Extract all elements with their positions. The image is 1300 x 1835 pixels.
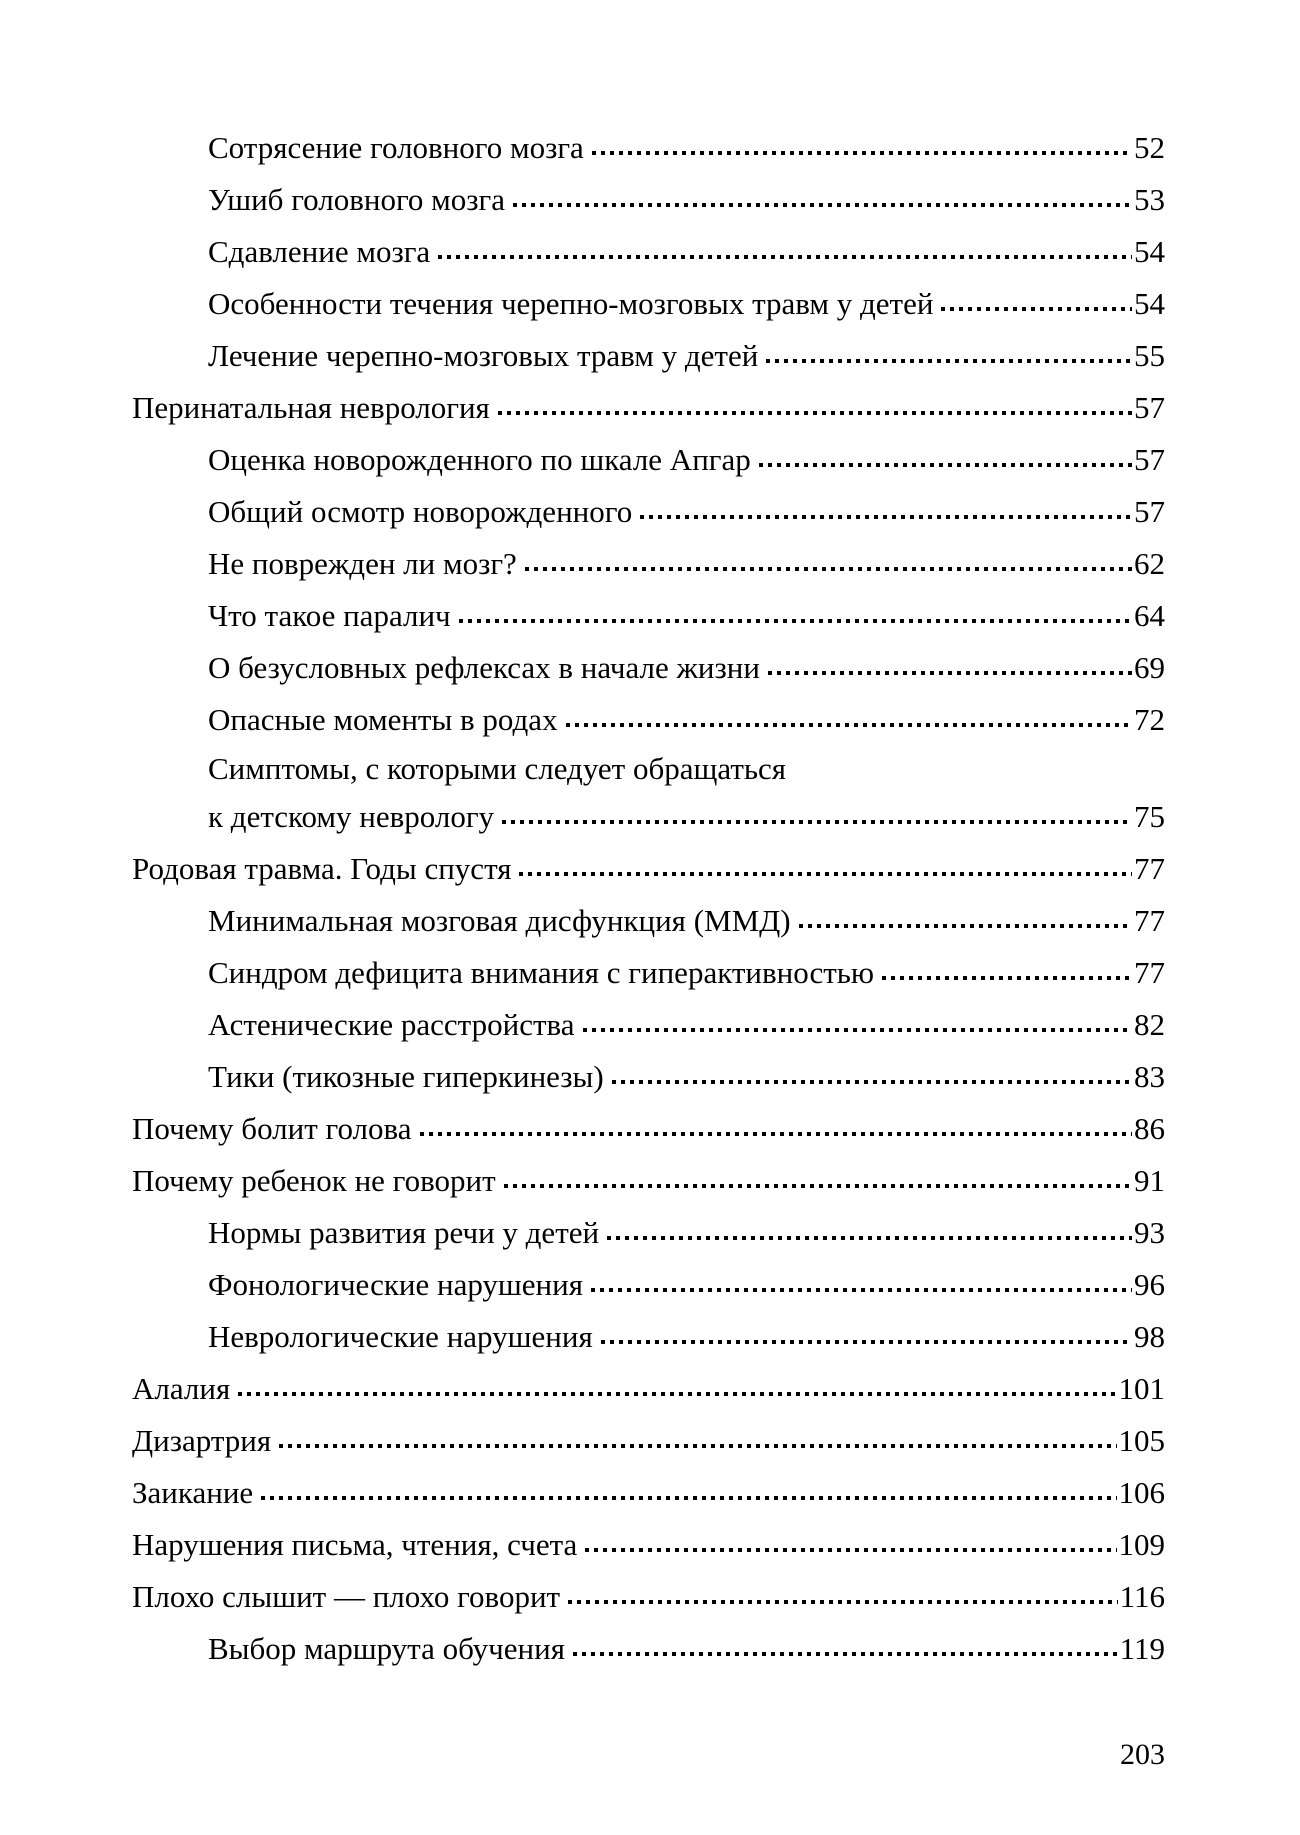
toc-entry-page: 86 bbox=[1134, 1111, 1165, 1146]
dot-leader bbox=[238, 1392, 1116, 1396]
toc-entry-page: 98 bbox=[1134, 1319, 1165, 1354]
toc-entry-page: 55 bbox=[1134, 338, 1165, 373]
toc-entry bbox=[132, 1467, 1165, 1519]
dot-leader bbox=[640, 515, 1132, 519]
toc-entry-page: 69 bbox=[1134, 650, 1165, 685]
toc-entry-title: Тики (тикозные гиперкинезы) bbox=[208, 1059, 604, 1094]
toc-entry bbox=[132, 843, 1165, 895]
dot-leader bbox=[612, 1080, 1132, 1084]
toc-entry-title: Лечение черепно-мозговых травм у детей bbox=[208, 338, 759, 373]
toc-entry-title: Нормы развития речи у детей bbox=[208, 1215, 600, 1250]
toc-entry bbox=[132, 1571, 1165, 1623]
toc-entry bbox=[132, 1363, 1165, 1415]
dot-leader bbox=[799, 924, 1132, 928]
dot-leader bbox=[941, 307, 1132, 311]
toc-entry bbox=[132, 1103, 1165, 1155]
toc-entry-title: Родовая травма. Годы спустя bbox=[132, 851, 512, 886]
table-of-contents bbox=[132, 122, 1165, 1675]
dot-leader bbox=[759, 463, 1132, 467]
toc-entry-title: Оценка новорожденного по шкале Апгар bbox=[208, 442, 751, 477]
toc-entry-page: 101 bbox=[1118, 1371, 1165, 1406]
toc-entry bbox=[132, 999, 1165, 1051]
toc-entry bbox=[132, 1623, 1165, 1675]
dot-leader bbox=[583, 1028, 1133, 1032]
dot-leader bbox=[261, 1496, 1116, 1500]
toc-entry-title: Дизартрия bbox=[132, 1423, 272, 1458]
dot-leader bbox=[519, 872, 1132, 876]
toc-entry-page: 119 bbox=[1119, 1631, 1165, 1666]
dot-leader bbox=[592, 151, 1132, 155]
toc-entry-title: Минимальная мозговая дисфункция (ММД) bbox=[208, 903, 791, 938]
page-number: 203 bbox=[1120, 1738, 1165, 1771]
toc-entry-page: 106 bbox=[1118, 1475, 1165, 1510]
toc-entry bbox=[132, 174, 1165, 226]
toc-entry bbox=[132, 590, 1165, 642]
toc-entry-page: 91 bbox=[1134, 1163, 1165, 1198]
toc-entry bbox=[132, 330, 1165, 382]
toc-entry-page: 83 bbox=[1134, 1059, 1165, 1094]
toc-entry bbox=[132, 1259, 1165, 1311]
toc-entry bbox=[132, 791, 1165, 843]
toc-entry-page: 54 bbox=[1134, 286, 1165, 321]
toc-entry-page: 75 bbox=[1134, 799, 1165, 834]
toc-entry-page: 77 bbox=[1134, 903, 1165, 938]
toc-entry bbox=[132, 1207, 1165, 1259]
toc-entry bbox=[132, 642, 1165, 694]
dot-leader bbox=[591, 1288, 1132, 1292]
toc-entry-title: Почему ребенок не говорит bbox=[132, 1163, 496, 1198]
toc-entry bbox=[132, 895, 1165, 947]
toc-entry-page: 64 bbox=[1134, 598, 1165, 633]
toc-entry-page: 57 bbox=[1134, 494, 1165, 529]
dot-leader bbox=[279, 1444, 1116, 1448]
toc-entry-title: Особенности течения черепно-мозговых травм у детей bbox=[208, 286, 934, 321]
toc-entry-title: Что такое паралич bbox=[208, 598, 451, 633]
toc-entry-page: 82 bbox=[1134, 1007, 1165, 1042]
toc-entry-page: 77 bbox=[1134, 955, 1165, 990]
toc-entry-title: Плохо слышит — плохо говорит bbox=[132, 1579, 561, 1614]
toc-entry bbox=[132, 434, 1165, 486]
toc-entry bbox=[132, 1415, 1165, 1467]
toc-entry-title: Перинатальная неврология bbox=[132, 390, 490, 425]
toc-entry-title: Сотрясение головного мозга bbox=[208, 130, 584, 165]
toc-entry-page: 62 bbox=[1134, 546, 1165, 581]
dot-leader bbox=[607, 1236, 1132, 1240]
toc-entry-title: Неврологические нарушения bbox=[208, 1319, 593, 1354]
toc-entry bbox=[132, 226, 1165, 278]
toc-entry-page: 72 bbox=[1134, 702, 1165, 737]
dot-leader bbox=[573, 1652, 1118, 1656]
toc-entry-title: Нарушения письма, чтения, счета bbox=[132, 1527, 578, 1562]
toc-entry bbox=[132, 947, 1165, 999]
toc-entry bbox=[132, 694, 1165, 746]
toc-entry-title: Выбор маршрута обучения bbox=[208, 1631, 565, 1666]
toc-entry-title: Симптомы, с которыми следует обращаться bbox=[208, 751, 787, 786]
toc-entry-page: 54 bbox=[1134, 234, 1165, 269]
toc-entry-title: О безусловных рефлексах в начале жизни bbox=[208, 650, 760, 685]
dot-leader bbox=[601, 1340, 1132, 1344]
toc-entry-page: 77 bbox=[1134, 851, 1165, 886]
toc-entry-title: Алалия bbox=[132, 1371, 231, 1406]
toc-entry-title: Фонологические нарушения bbox=[208, 1267, 583, 1302]
toc-entry-page: 52 bbox=[1134, 130, 1165, 165]
toc-entry-title: Синдром дефицита внимания с гиперактивностью bbox=[208, 955, 875, 990]
toc-entry-page: 57 bbox=[1134, 390, 1165, 425]
toc-entry bbox=[132, 538, 1165, 590]
toc-entry-title: Астенические расстройства bbox=[208, 1007, 575, 1042]
toc-entry bbox=[132, 382, 1165, 434]
toc-entry bbox=[132, 486, 1165, 538]
dot-leader bbox=[438, 255, 1132, 259]
dot-leader bbox=[504, 1184, 1132, 1188]
toc-entry bbox=[132, 1155, 1165, 1207]
dot-leader bbox=[768, 671, 1132, 675]
toc-entry-title: Ушиб головного мозга bbox=[208, 182, 505, 217]
dot-leader bbox=[498, 411, 1132, 415]
toc-entry-page: 57 bbox=[1134, 442, 1165, 477]
toc-entry-page: 93 bbox=[1134, 1215, 1165, 1250]
toc-entry bbox=[132, 1519, 1165, 1571]
toc-entry-page: 53 bbox=[1134, 182, 1165, 217]
toc-entry-title: Опасные моменты в родах bbox=[208, 702, 558, 737]
dot-leader bbox=[568, 1600, 1118, 1604]
toc-entry bbox=[132, 278, 1165, 330]
toc-entry-title: Общий осмотр новорожденного bbox=[208, 494, 633, 529]
toc-entry bbox=[132, 122, 1165, 174]
toc-entry-page: 116 bbox=[1119, 1579, 1165, 1614]
toc-entry-title: Не поврежден ли мозг? bbox=[208, 546, 517, 581]
toc-entry-title: Заикание bbox=[132, 1475, 254, 1510]
dot-leader bbox=[882, 976, 1132, 980]
dot-leader bbox=[585, 1548, 1116, 1552]
toc-entry-title: к детскому неврологу bbox=[208, 799, 495, 834]
toc-entry-page: 105 bbox=[1118, 1423, 1165, 1458]
dot-leader bbox=[420, 1132, 1132, 1136]
dot-leader bbox=[502, 820, 1132, 824]
toc-entry bbox=[132, 1311, 1165, 1363]
toc-entry bbox=[132, 1051, 1165, 1103]
dot-leader bbox=[513, 203, 1132, 207]
toc-entry-title: Сдавление мозга bbox=[208, 234, 431, 269]
dot-leader bbox=[766, 359, 1132, 363]
toc-entry-page: 96 bbox=[1134, 1267, 1165, 1302]
dot-leader bbox=[525, 567, 1132, 571]
dot-leader bbox=[459, 619, 1132, 623]
dot-leader bbox=[566, 723, 1132, 727]
toc-entry-page: 109 bbox=[1118, 1527, 1165, 1562]
toc-entry-title: Почему болит голова bbox=[132, 1111, 412, 1146]
toc-entry bbox=[132, 746, 1165, 791]
